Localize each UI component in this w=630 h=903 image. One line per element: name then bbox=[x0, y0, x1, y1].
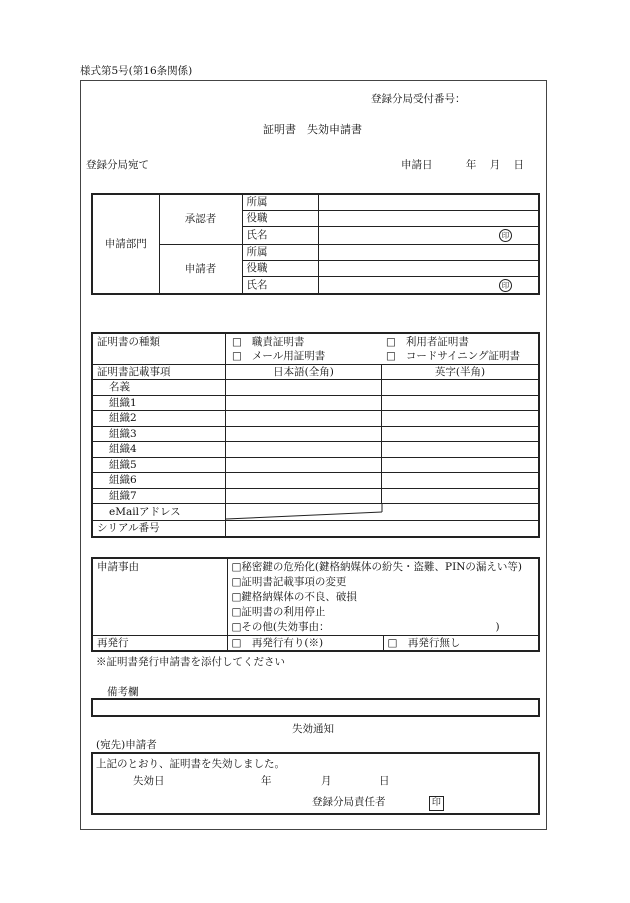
row-label: 組織3 bbox=[92, 426, 226, 442]
email-input[interactable] bbox=[226, 504, 540, 521]
attach-note: ※証明書発行申請書を添付してください bbox=[96, 656, 285, 668]
cert-type-option[interactable] bbox=[386, 349, 520, 363]
en-input[interactable] bbox=[382, 457, 540, 473]
registrar-officer bbox=[312, 794, 444, 811]
diagonal-line bbox=[226, 504, 538, 520]
row-label: eMailアドレス bbox=[92, 504, 226, 521]
jp-input[interactable] bbox=[226, 457, 382, 473]
option-label: コードサイニング証明書 bbox=[405, 350, 521, 362]
option-label: 利用者証明書 bbox=[405, 336, 469, 348]
cert-type-option[interactable] bbox=[232, 349, 325, 363]
reissue-label: 再発行 bbox=[92, 636, 227, 652]
col-japanese: 日本語(全角) bbox=[226, 365, 382, 380]
row-label: 組織2 bbox=[92, 411, 226, 427]
checkbox-icon: □ bbox=[386, 350, 396, 362]
applicant-table bbox=[91, 193, 540, 295]
field-label: 氏名 bbox=[242, 276, 318, 294]
reason-option[interactable]: □秘密鍵の危殆化(鍵格納媒体の紛失・盗難、PINの漏えい等) bbox=[231, 561, 523, 573]
en-input[interactable] bbox=[382, 411, 540, 427]
revocation-month: 月 bbox=[321, 775, 332, 787]
cert-items-label: 証明書記載事項 bbox=[92, 365, 226, 380]
reason-option[interactable]: □鍵格納媒体の不良、破損 bbox=[231, 591, 357, 603]
reason-table bbox=[91, 557, 540, 652]
field-label: 所属 bbox=[242, 244, 318, 260]
addressee: 登録分局宛て bbox=[86, 159, 149, 171]
dept-label: 申請部門 bbox=[92, 194, 159, 294]
row-label: 名義 bbox=[92, 380, 226, 396]
reissue-yes[interactable]: □ 再発行有り(※) bbox=[227, 636, 383, 652]
reason-options bbox=[227, 558, 539, 636]
remarks-box[interactable] bbox=[91, 698, 540, 717]
applicant-title-input[interactable] bbox=[318, 260, 539, 276]
reason-option[interactable]: □証明書記載事項の変更 bbox=[231, 576, 347, 588]
jp-input[interactable] bbox=[226, 473, 382, 489]
seal-icon: 印 bbox=[499, 229, 512, 242]
seal-icon: 印 bbox=[499, 279, 512, 292]
jp-input[interactable] bbox=[226, 411, 382, 427]
cert-type-option[interactable] bbox=[386, 335, 469, 349]
en-input[interactable] bbox=[382, 473, 540, 489]
approver-label: 承認者 bbox=[159, 194, 242, 244]
reissue-no[interactable]: □ 再発行無し bbox=[383, 636, 539, 652]
application-date bbox=[401, 157, 524, 172]
option-label: メール用証明書 bbox=[251, 350, 326, 362]
cert-type-options bbox=[226, 333, 540, 365]
revocation-date-label: 失効日 bbox=[133, 775, 165, 787]
reason-label: 申請事由 bbox=[92, 558, 227, 636]
notice-title: 失効通知 bbox=[292, 723, 334, 735]
field-label: 役職 bbox=[242, 260, 318, 276]
approver-name-input[interactable] bbox=[318, 226, 539, 244]
jp-input[interactable] bbox=[226, 426, 382, 442]
row-label: 組織7 bbox=[92, 488, 226, 504]
en-input[interactable] bbox=[382, 488, 540, 504]
revocation-day: 日 bbox=[379, 775, 390, 787]
checkbox-icon: □ bbox=[232, 350, 242, 362]
serial-label: シリアル番号 bbox=[92, 521, 226, 537]
checkbox-icon: □ bbox=[232, 336, 242, 348]
date-year: 年 bbox=[465, 159, 477, 171]
page-title: 証明書 失効申請書 bbox=[263, 123, 362, 136]
cert-type-label: 証明書の種類 bbox=[92, 333, 226, 365]
en-input[interactable] bbox=[382, 442, 540, 458]
date-label: 申請日 bbox=[401, 159, 433, 171]
seal-icon: 印 bbox=[429, 796, 444, 811]
serial-input[interactable] bbox=[226, 521, 540, 537]
date-month: 月 bbox=[489, 159, 501, 171]
row-label: 組織5 bbox=[92, 457, 226, 473]
applicant-dept-input[interactable] bbox=[318, 244, 539, 260]
form-number: 様式第5号(第16条関係) bbox=[80, 65, 193, 77]
jp-input[interactable] bbox=[226, 488, 382, 504]
en-input[interactable] bbox=[382, 426, 540, 442]
reason-option[interactable] bbox=[232, 620, 535, 635]
applicant-label: 申請者 bbox=[159, 244, 242, 294]
applicant-name-input[interactable] bbox=[318, 276, 539, 294]
field-label: 役職 bbox=[242, 210, 318, 226]
officer-label: 登録分局責任者 bbox=[312, 796, 386, 808]
cert-type-option[interactable] bbox=[232, 335, 304, 349]
revocation-year: 年 bbox=[261, 775, 272, 787]
checkbox-icon: □ bbox=[386, 336, 396, 348]
jp-input[interactable] bbox=[226, 380, 382, 396]
col-english: 英字(半角) bbox=[382, 365, 540, 380]
notice-text: 上記のとおり、証明書を失効しました。 bbox=[96, 758, 285, 770]
approver-title-input[interactable] bbox=[318, 210, 539, 226]
row-label: 組織1 bbox=[92, 395, 226, 411]
remarks-label: 備考欄 bbox=[107, 686, 139, 698]
row-label: 組織4 bbox=[92, 442, 226, 458]
date-day: 日 bbox=[513, 159, 525, 171]
approver-dept-input[interactable] bbox=[318, 194, 539, 210]
certificate-table bbox=[91, 332, 540, 538]
receipt-number-label: 登録分局受付番号： bbox=[371, 93, 466, 105]
row-label: 組織6 bbox=[92, 473, 226, 489]
revocation-date bbox=[133, 773, 393, 788]
notice-to: (宛先)申請者 bbox=[96, 739, 157, 751]
option-label: 職責証明書 bbox=[251, 336, 305, 348]
field-label: 氏名 bbox=[242, 226, 318, 244]
en-input[interactable] bbox=[382, 380, 540, 396]
close-paren: ) bbox=[495, 621, 500, 633]
reason-option[interactable]: □証明書の利用停止 bbox=[231, 606, 326, 618]
jp-input[interactable] bbox=[226, 442, 382, 458]
jp-input[interactable] bbox=[226, 395, 382, 411]
reason-other: □その他(失効事由： bbox=[231, 621, 330, 633]
en-input[interactable] bbox=[382, 395, 540, 411]
field-label: 所属 bbox=[242, 194, 318, 210]
